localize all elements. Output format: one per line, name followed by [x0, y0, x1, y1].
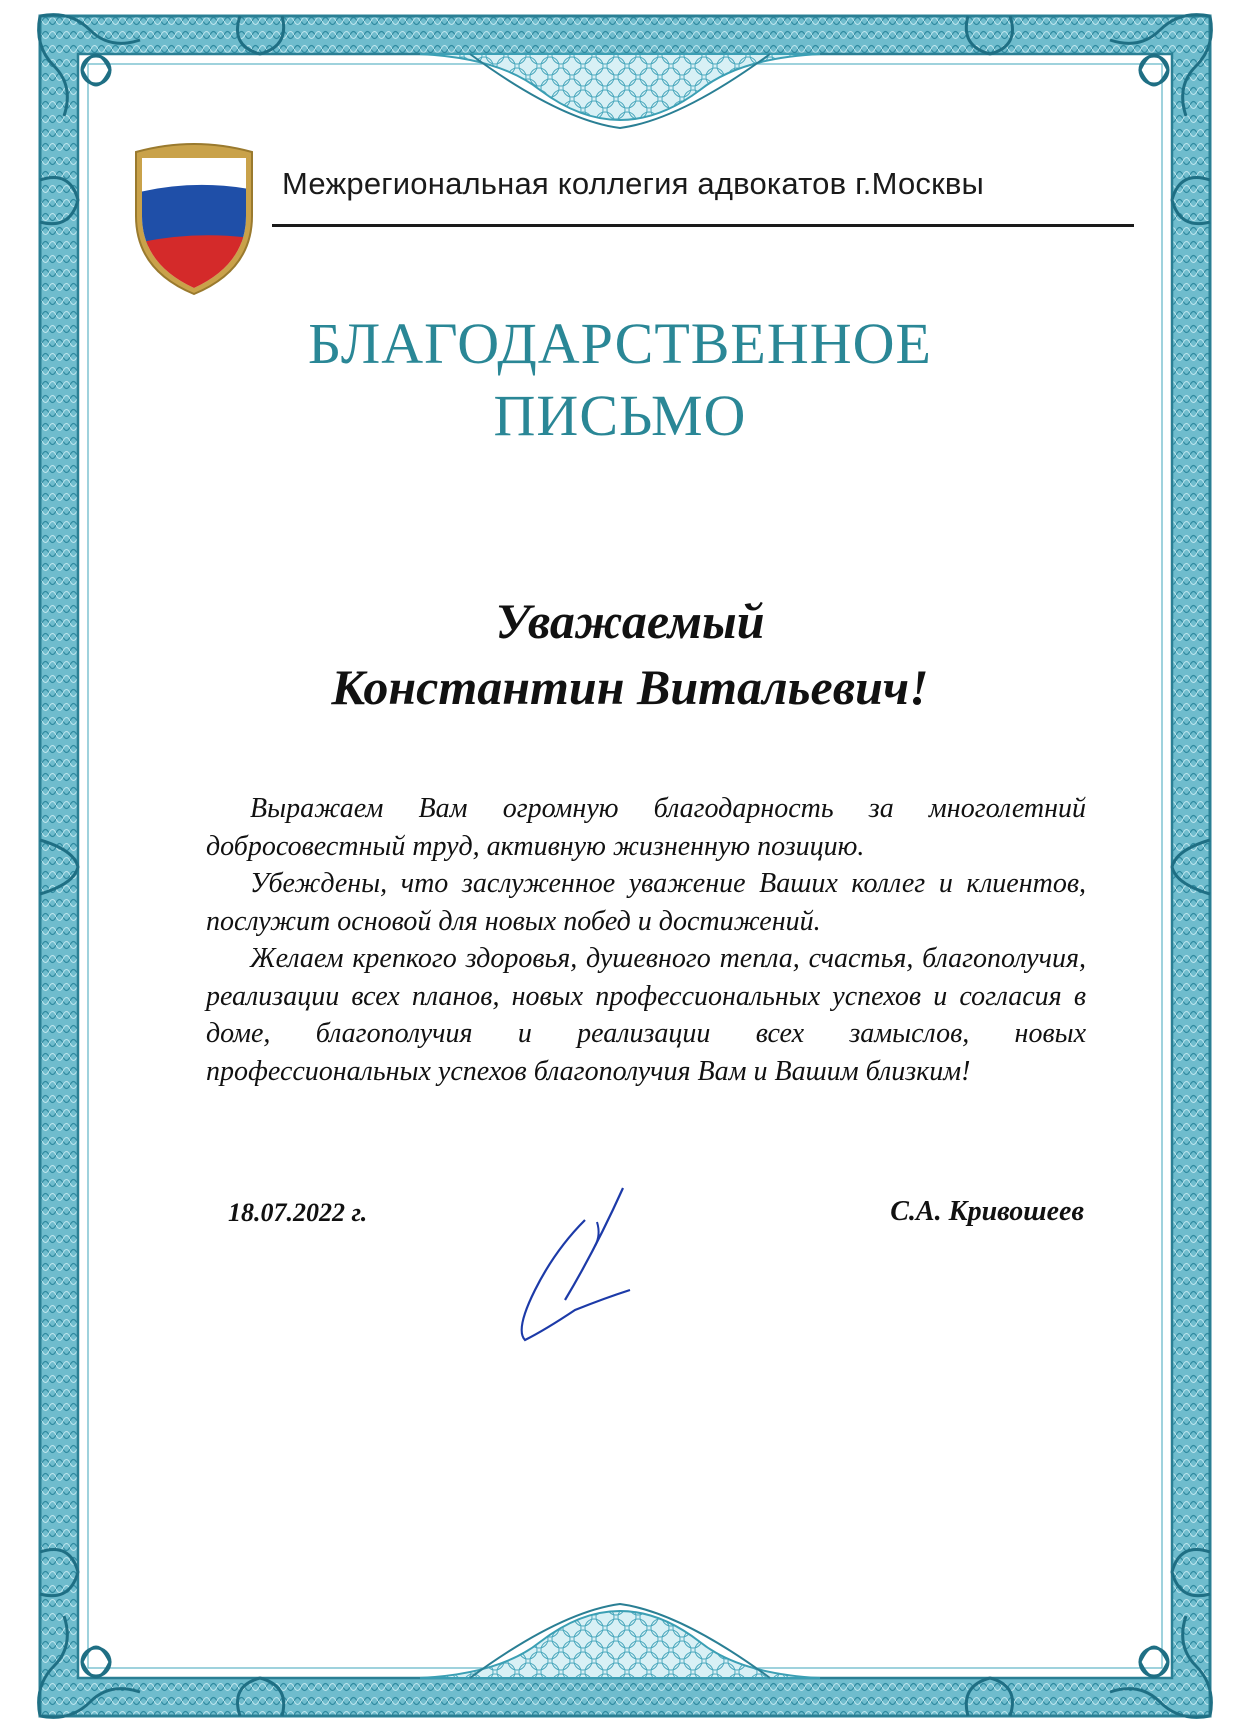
signer-name: С.А. Кривошеев: [890, 1196, 1084, 1227]
organization-name: Межрегиональная коллегия адвокатов г.Москвы: [282, 166, 985, 201]
body-paragraph-2: Убеждены, что заслуженное уважение Ваших коллег и клиентов, послужит основой для новых побед и достижений.: [206, 868, 1086, 937]
letter-body: [206, 790, 1086, 1090]
salutation-line-2: Константин Витальевич!: [331, 659, 929, 715]
shield-flag-icon: [124, 136, 264, 296]
title-line-2: ПИСЬМО: [493, 383, 747, 448]
body-paragraph-3: Желаем крепкого здоровья, душевного тепла, счастья, благополучия, реализации всех планов, новых профессиональных успехов и согласия в доме, благополучия и реализации всех замыслов, новых профессиональных успехов благополучия Вам и Вашим близким!: [206, 943, 1086, 1087]
signature-mark: [505, 1180, 665, 1350]
letter-date: 18.07.2022 г.: [228, 1198, 368, 1227]
body-paragraph-1: Выражаем Вам огромную благодарность за многолетний добросовестный труд, активную жизненную позицию.: [206, 793, 1086, 862]
document-title: [200, 308, 1040, 452]
salutation-line-1: Уважаемый: [495, 593, 765, 649]
title-line-1: БЛАГОДАРСТВЕННОЕ: [308, 311, 932, 376]
header-divider: [272, 224, 1134, 227]
salutation: [150, 588, 1110, 720]
